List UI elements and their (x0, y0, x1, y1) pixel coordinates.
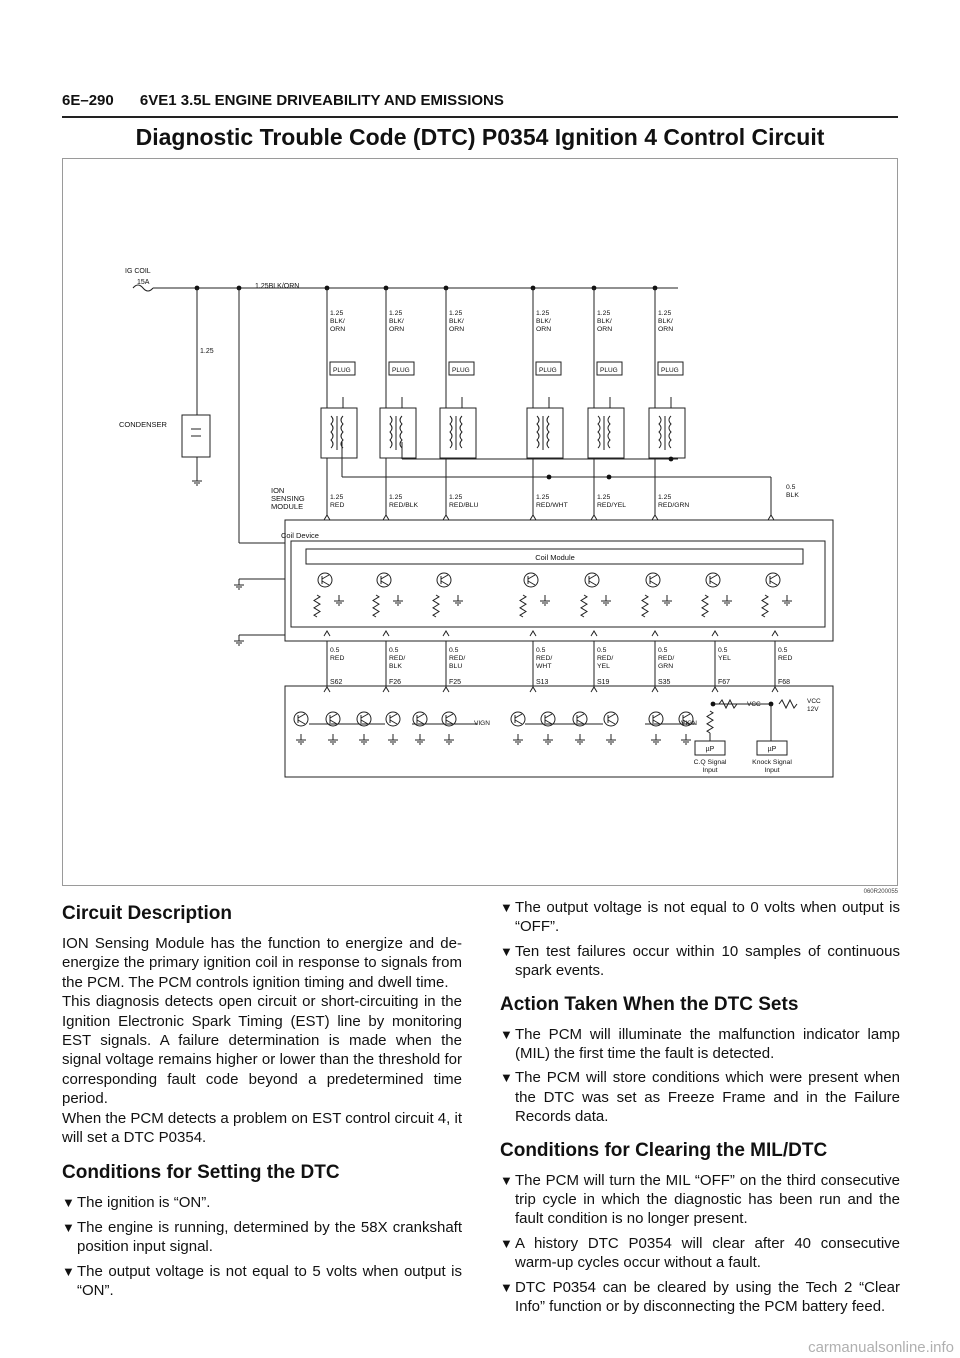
action-1: The PCM will illuminate the malfunction indicator lamp (MIL) the first time the fault is detected. (515, 1025, 900, 1063)
transistor-icon (545, 720, 552, 724)
connector-arrow-icon (324, 631, 330, 636)
ignition-coil-icon (380, 408, 416, 458)
bullet-icon: ▼ (62, 1263, 75, 1279)
transistor-icon (446, 714, 453, 718)
transistor-icon (330, 720, 337, 724)
resistor-icon (762, 595, 768, 617)
plug-label: PLUG (333, 367, 351, 374)
section-title: 6VE1 3.5L ENGINE DRIVEABILITY AND EMISSIONS (139, 92, 504, 109)
supply-drop-label: ORN (389, 326, 405, 333)
bullet-item (500, 942, 900, 981)
figure-id: 060R200055 (863, 889, 898, 895)
est-wire-label: RED/ (389, 655, 406, 662)
supply-drop-label: BLK/ (449, 318, 464, 325)
transistor-icon (381, 575, 388, 579)
bullet-icon: ▼ (500, 943, 513, 959)
coil-wire-label: 1.25 (449, 494, 463, 501)
ion-sensing-module-label: SENSING (271, 494, 305, 503)
est-wire-label: WHT (536, 663, 552, 670)
cq-signal-input-label: C.Q Signal (693, 759, 727, 766)
transistor-icon (528, 581, 535, 585)
ion-sensing-module (285, 520, 833, 641)
supply-drop-label: BLK/ (536, 318, 551, 325)
pcm-pin-label: F67 (718, 679, 731, 686)
condenser-label: CONDENSER (119, 420, 167, 429)
bullet-icon: ▼ (500, 1070, 513, 1086)
transistor-icon (322, 575, 329, 579)
junction-dot (547, 475, 552, 480)
bullet-icon: ▼ (500, 900, 513, 915)
pcm-pin-label: S35 (658, 679, 671, 686)
transistor-icon (577, 720, 584, 724)
coil-wire-label: RED/WHT (536, 502, 568, 509)
supply-wire-label: 1.25BLK/ORN (255, 283, 300, 290)
transistor-icon (683, 714, 690, 718)
transistor-icon (417, 714, 424, 718)
action-taken-heading: Action Taken When the DTC Sets (500, 993, 799, 1015)
setting-condition-4: The output voltage is not equal to 0 volts when output is “OFF”. (515, 899, 900, 936)
est-wire-label: 0.5 (536, 647, 546, 654)
transistor-icon (524, 573, 538, 587)
ignition-coil-icon (440, 408, 476, 458)
transistor-icon (441, 581, 448, 585)
transistor-icon (589, 581, 596, 585)
est-wire-label: 0.5 (718, 647, 728, 654)
coil-wire-label: RED/BLK (389, 502, 419, 509)
resistor-icon (702, 595, 708, 617)
transistor-icon (608, 720, 615, 724)
bullet-item (62, 1218, 462, 1257)
transistor-icon (390, 720, 397, 724)
plug-label: PLUG (661, 367, 679, 374)
coil-winding-icon (669, 416, 671, 448)
transistor-icon (390, 714, 397, 718)
coil-wire-label: 1.25 (597, 494, 611, 501)
transistor-icon (528, 575, 535, 579)
est-wire-label: 0.5 (658, 647, 668, 654)
vign-label: VIGN (681, 720, 697, 727)
left-column (62, 898, 462, 1306)
connector-arrow-icon (383, 687, 389, 692)
transistor-icon (361, 720, 368, 724)
clearing-condition-2: A history DTC P0354 will clear after 40 consecutive warm-up cycles occur without a fault. (515, 1234, 900, 1272)
transistor-icon (710, 581, 717, 585)
page-header (62, 92, 526, 109)
supply-drop-label: ORN (536, 326, 552, 333)
coil-wire-label: RED/YEL (597, 502, 627, 509)
connector-arrow-icon (383, 515, 389, 520)
supply-drop-label: 1.25 (597, 310, 611, 317)
pcm-pin-label: S19 (597, 679, 610, 686)
bullet-item (500, 1234, 900, 1273)
transistor-icon (417, 720, 424, 724)
transistor-icon (646, 573, 660, 587)
transistor-icon (330, 714, 337, 718)
ignition-coil-icon (588, 408, 624, 458)
transistor-icon (577, 714, 584, 718)
coil-winding-icon (598, 416, 600, 448)
supply-drop-label: 1.25 (658, 310, 672, 317)
bullet-item (62, 1193, 462, 1212)
transistor-icon (589, 575, 596, 579)
ion-sensing-module-label: MODULE (271, 502, 304, 511)
resistor-icon (520, 595, 526, 617)
page-number: 6E–290 (62, 92, 114, 109)
pcm-pin-label: S13 (536, 679, 549, 686)
coil-wire-label: RED/BLU (449, 502, 479, 509)
transistor-icon (361, 714, 368, 718)
est-wire-label: YEL (718, 655, 731, 662)
connector-arrow-icon (530, 515, 536, 520)
clearing-condition-3: DTC P0354 can be cleared by using the Tech 2 “Clear Info” function or by disconnecting the PCM battery feed. (515, 1278, 900, 1316)
est-wire-label: 0.5 (778, 647, 788, 654)
resistor-icon (314, 595, 320, 617)
ig-coil-label: IG COIL (125, 268, 151, 275)
action-2: The PCM will store conditions which were present when the DTC was set as Freeze Frame and in the Failure Records data. (515, 1069, 900, 1126)
transistor-icon (377, 573, 391, 587)
resistor-icon (642, 595, 648, 617)
setting-conditions-heading: Conditions for Setting the DTC (62, 1162, 340, 1184)
connector-arrow-icon (652, 515, 658, 520)
coil-winding-icon (460, 416, 462, 448)
setting-condition-2: The engine is running, determined by the 58X crankshaft position input signal. (77, 1218, 462, 1256)
transistor-icon (604, 712, 618, 726)
supply-drop-label: ORN (330, 326, 346, 333)
est-wire-label: BLK (389, 663, 402, 670)
supply-drop-label: ORN (449, 326, 465, 333)
transistor-icon (298, 714, 305, 718)
connector-arrow-icon (324, 515, 330, 520)
circuit-description-p1: ION Sensing Module has the function to energize and de-energize the primary ignition coil in response to signals from the PCM. The PCM controls ignition timing and dwell time. (62, 935, 462, 991)
circuit-description-heading: Circuit Description (62, 903, 232, 924)
connector-arrow-icon (530, 631, 536, 636)
pcm-box (285, 686, 833, 777)
transistor-icon (770, 575, 777, 579)
est-wire-label: RED/ (449, 655, 466, 662)
pcm-pin-label: F25 (449, 679, 462, 686)
resistor-icon (779, 700, 797, 708)
est-wire-label: RED (778, 655, 793, 662)
connector-arrow-icon (591, 631, 597, 636)
setting-condition-5: Ten test failures occur within 10 samples of continuous spark events. (515, 942, 900, 980)
supply-drop-label: BLK/ (389, 318, 404, 325)
vcc-label: VCC (747, 701, 761, 708)
vign-label: VIGN (474, 720, 490, 727)
coil-device-label: Coil Device (281, 531, 319, 540)
pcm-pin-label: F26 (389, 679, 402, 686)
connector-arrow-icon (443, 515, 449, 520)
plug-label: PLUG (600, 367, 618, 374)
bullet-icon: ▼ (62, 1195, 75, 1211)
bullet-item (500, 1278, 900, 1317)
plug-label: PLUG (539, 367, 557, 374)
transistor-icon (515, 720, 522, 724)
transistor-icon (766, 573, 780, 587)
fuse-label: 15A (137, 279, 150, 286)
coil-winding-icon (390, 416, 392, 448)
condenser-wire-label: 1.25 (200, 348, 214, 355)
transistor-icon (441, 575, 448, 579)
resistor-icon (707, 711, 713, 733)
connector-arrow-icon (383, 631, 389, 636)
plug-label: PLUG (452, 367, 470, 374)
transistor-icon (545, 714, 552, 718)
ignition-coil-icon (321, 408, 357, 458)
junction-dot (711, 702, 716, 707)
supply-drop-label: 1.25 (536, 310, 550, 317)
right-column (500, 898, 900, 1322)
coil-winding-icon (537, 416, 539, 448)
connector-arrow-icon (652, 687, 658, 692)
bullet-icon: ▼ (62, 1219, 75, 1235)
connector-arrow-icon (443, 687, 449, 692)
supply-drop-label: BLK/ (597, 318, 612, 325)
pcm-pin-label: S62 (330, 679, 343, 686)
micro-processor-label: µP (767, 746, 777, 753)
connector-arrow-icon (772, 687, 778, 692)
transistor-icon (322, 581, 329, 585)
bullet-icon: ▼ (500, 1172, 513, 1188)
est-wire-label: RED/ (658, 655, 675, 662)
micro-processor-label: µP (705, 746, 715, 753)
coil-wire-label: 1.25 (536, 494, 550, 501)
est-wire-label: RED/ (597, 655, 614, 662)
est-wire-label: GRN (658, 663, 674, 670)
coil-winding-icon (450, 416, 452, 448)
transistor-icon (650, 581, 657, 585)
transistor-icon (653, 714, 660, 718)
blk-wire-label: 0.5 (786, 484, 796, 491)
resistor-icon (433, 595, 439, 617)
knock-signal-input-label: Input (764, 767, 780, 774)
clearing-condition-1: The PCM will turn the MIL “OFF” on the third consecutive trip cycle in which the diagnostic has been run and the fault condition is no longer present. (515, 1171, 900, 1228)
pcm-pin-label: F68 (778, 679, 791, 686)
wiring-diagram (62, 158, 898, 886)
transistor-icon (298, 720, 305, 724)
bullet-item (62, 1262, 462, 1301)
est-wire-label: 0.5 (449, 647, 459, 654)
transistor-icon (710, 575, 717, 579)
ignition-coil-icon (527, 408, 563, 458)
bullet-icon: ▼ (500, 1026, 513, 1042)
wiring-diagram-svg (63, 159, 899, 887)
transistor-icon (770, 581, 777, 585)
coil-winding-icon (659, 416, 661, 448)
coil-winding-icon (608, 416, 610, 448)
transistor-icon (706, 573, 720, 587)
connector-arrow-icon (443, 631, 449, 636)
est-wire-label: RED (330, 655, 345, 662)
junction-dot (607, 475, 612, 480)
est-wire-label: BLU (449, 663, 463, 670)
est-wire-label: 0.5 (389, 647, 399, 654)
page-title: Diagnostic Trouble Code (DTC) P0354 Ignition 4 Control Circuit (135, 124, 825, 150)
transistor-icon (446, 720, 453, 724)
transistor-icon (650, 575, 657, 579)
coil-winding-icon (331, 416, 333, 448)
connector-arrow-icon (591, 515, 597, 520)
ion-sensing-module-label: ION (271, 486, 285, 495)
est-wire-label: RED/ (536, 655, 553, 662)
transistor-icon (515, 714, 522, 718)
bullet-item (500, 1025, 900, 1064)
supply-drop-label: 1.25 (449, 310, 463, 317)
circuit-description-p3: When the PCM detects a problem on EST control circuit 4, it will set a DTC P0354. (62, 1109, 462, 1147)
clearing-conditions-heading: Conditions for Clearing the MIL/DTC (500, 1139, 828, 1161)
transistor-icon (294, 712, 308, 726)
transistor-icon (318, 573, 332, 587)
connector-arrow-icon (530, 687, 536, 692)
connector-arrow-icon (712, 631, 718, 636)
coil-wire-label: RED/GRN (658, 502, 690, 509)
bullet-icon: ▼ (500, 1235, 513, 1251)
resistor-icon (581, 595, 587, 617)
coil-wire-label: RED (330, 502, 345, 509)
vcc-12v-label: 12V (807, 706, 819, 713)
resistor-icon (373, 595, 379, 617)
watermark: carmanualsonline.info (808, 1339, 954, 1356)
setting-condition-3: The output voltage is not equal to 5 volts when output is “ON”. (77, 1262, 462, 1300)
connector-arrow-icon (591, 687, 597, 692)
supply-drop-label: BLK/ (658, 318, 673, 325)
supply-drop-label: 1.25 (389, 310, 403, 317)
coil-wire-label: 1.25 (658, 494, 672, 501)
coil-module-label: Coil Module (535, 553, 575, 562)
transistor-icon (585, 573, 599, 587)
transistor-icon (386, 712, 400, 726)
connector-arrow-icon (772, 631, 778, 636)
connector-arrow-icon (712, 687, 718, 692)
circuit-description-p2: This diagnosis detects open circuit or short-circuiting in the Ignition Electronic Spark Timing (EST) line by monitoring EST signals. A failure determination is made when the signal voltage remains higher or lower than the threshold for corresponding fault code beyond a predetermined time period. (62, 993, 462, 1108)
transistor-icon (437, 573, 451, 587)
bullet-item (500, 1068, 900, 1126)
transistor-icon (381, 581, 388, 585)
bullet-item (500, 898, 900, 937)
coil-wire-label: 1.25 (389, 494, 403, 501)
connector-arrow-icon (324, 687, 330, 692)
header-rule (62, 116, 898, 118)
est-wire-label: YEL (597, 663, 610, 670)
blk-wire-label: BLK (786, 492, 799, 499)
est-wire-label: 0.5 (597, 647, 607, 654)
est-wire-label: 0.5 (330, 647, 340, 654)
junction-dot (669, 457, 674, 462)
supply-drop-label: ORN (597, 326, 613, 333)
bullet-icon: ▼ (500, 1279, 513, 1295)
vcc-12v-label: VCC (807, 698, 821, 705)
transistor-icon (608, 714, 615, 718)
knock-signal-input-label: Knock Signal (752, 759, 792, 766)
supply-drop-label: BLK/ (330, 318, 345, 325)
supply-drop-label: ORN (658, 326, 674, 333)
setting-condition-1: The ignition is “ON”. (77, 1194, 211, 1212)
connector-arrow-icon (652, 631, 658, 636)
transistor-icon (653, 720, 660, 724)
connector-arrow-icon (768, 515, 774, 520)
plug-label: PLUG (392, 367, 410, 374)
coil-winding-icon (547, 416, 549, 448)
ignition-coil-icon (649, 408, 685, 458)
cq-signal-input-label: Input (702, 767, 718, 774)
coil-wire-label: 1.25 (330, 494, 344, 501)
supply-drop-label: 1.25 (330, 310, 344, 317)
bullet-item (500, 1171, 900, 1229)
transistor-icon (511, 712, 525, 726)
